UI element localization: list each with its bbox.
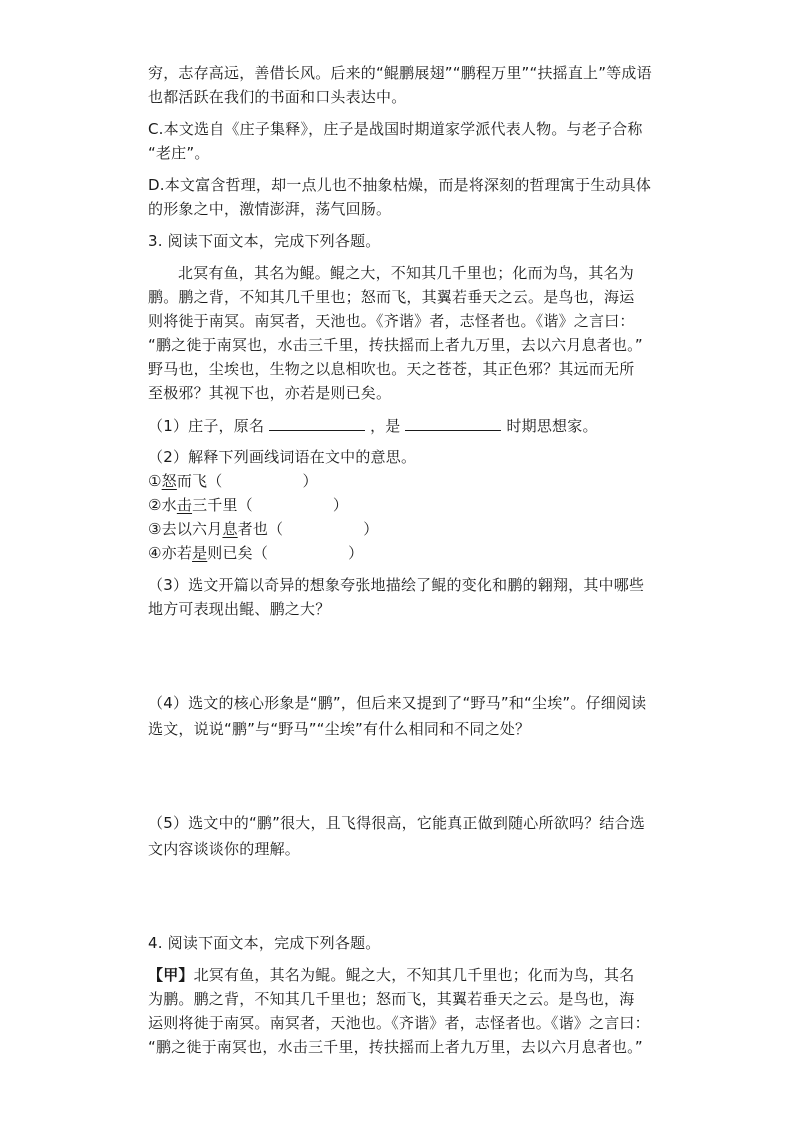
q4-passage-label: 【甲】 (148, 966, 194, 984)
q3-sub2-item-2 (148, 494, 348, 516)
answer-blank-name[interactable] (269, 414, 365, 431)
item-text: ②水 (148, 496, 177, 514)
option-c-line-2: “老庄”。 (148, 144, 210, 162)
q3-sub2-item-3 (148, 518, 378, 540)
option-c-line-1: C.本文选自《庄子集释》，庄子是战国时期道家学派代表人物。与老子合称 (148, 120, 643, 138)
item-text: 则已矣（ (207, 544, 269, 562)
item-close-paren: ） (332, 496, 349, 514)
q3-passage-line: 鹏。鹏之背，不知其几千里也；怒而飞，其翼若垂天之云。是鸟也，海运 (148, 288, 635, 306)
intro-line-1: 穷，志存高远，善借长风。后来的“鲲鹏展翅”“鹏程万里”“扶摇直上”等成语 (148, 64, 652, 82)
q3-sub4-line-2: 选文，说说“鹏”与“野马”“尘埃”有什么相同和不同之处？ (148, 720, 531, 738)
item-text: 三千里（ (192, 496, 253, 514)
q3-sub1-text-a: （1）庄子，原名 (148, 417, 265, 435)
q3-sub2-item-4 (148, 542, 363, 564)
underlined-word: 息 (222, 520, 238, 538)
q4-passage-line: “鹏之徙于南冥也，水击三千里，抟扶摇而上者九万里，去以六月息者也。” (148, 1038, 643, 1056)
q3-passage-line: 北冥有鱼，其名为鲲。鲲之大，不知其几千里也；化而为鸟，其名为 (178, 264, 635, 282)
item-close-paren: ） (348, 544, 364, 562)
question-3-heading: 3. 阅读下面文本，完成下列各题。 (148, 232, 381, 250)
q4-passage-line (148, 964, 634, 986)
item-text: ④亦若 (148, 544, 193, 562)
q4-passage-line: 运则将徙于南冥。南冥者，天池也。《齐谐》者，志怪者也。《谐》之言曰： (148, 1014, 650, 1032)
q3-sub3-line-2: 地方可表现出鲲、鹏之大？ (148, 600, 331, 618)
item-number: ① (148, 472, 162, 490)
q3-passage-line: “鹏之徙于南冥也，水击三千里，抟扶摇而上者九万里，去以六月息者也。” (148, 336, 643, 354)
q3-sub5-line-1: （5）选文中的“鹏”很大，且飞得很高，它能真正做到随心所欲吗？结合选 (148, 814, 645, 832)
intro-line-2: 也都活跃在我们的书面和口头表达中。 (148, 88, 407, 106)
item-text: 而飞（ (176, 472, 223, 490)
option-d-line-2: 的形象之中，激情澎湃，荡气回肠。 (148, 200, 392, 218)
q3-sub4-line-1: （4）选文的核心形象是“鹏”，但后来又提到了“野马”和“尘埃”。仔细阅读 (148, 694, 647, 712)
underlined-word: 击 (176, 496, 193, 514)
q3-passage-line: 则将徙于南冥。南冥者，天池也。《齐谐》者，志怪者也。《谐》之言曰： (148, 312, 635, 330)
q3-sub2-heading: （2）解释下列画线词语在文中的意思。 (148, 448, 417, 466)
q3-passage-line: 野马也，尘埃也，生物之以息相吹也。天之苍苍，其正色邪？其远而无所 (148, 360, 635, 378)
answer-blank-period[interactable] (405, 414, 501, 431)
item-close-paren: ） (302, 472, 318, 490)
q3-sub5-line-2: 文内容谈谈你的理解。 (148, 840, 301, 858)
q3-sub1-text-b: ，是 (370, 417, 401, 435)
q3-sub2-item-1 (148, 470, 318, 492)
item-close-paren: ） (363, 520, 379, 538)
q3-sub1 (148, 414, 598, 437)
underlined-word: 怒 (161, 472, 177, 490)
option-d-line-1: D.本文富含哲理，却一点儿也不抽象枯燥，而是将深刻的哲理寓于生动具体 (148, 176, 652, 194)
item-text: 者也（ (237, 520, 284, 538)
q4-passage-text: 北冥有鱼，其名为鲲。鲲之大，不知其几千里也；化而为鸟，其名 (193, 966, 635, 984)
q3-sub1-text-c: 时期思想家。 (506, 417, 598, 435)
q4-passage-line: 为鹏。鹏之背，不知其几千里也；怒而飞，其翼若垂天之云。是鸟也，海 (148, 990, 635, 1008)
q3-sub3-line-1: （3）选文开篇以奇异的想象夸张地描绘了鲲的变化和鹏的翱翔，其中哪些 (148, 576, 645, 594)
item-text: ③去以六月 (148, 520, 223, 538)
question-4-heading: 4. 阅读下面文本，完成下列各题。 (148, 934, 381, 952)
underlined-word: 是 (192, 544, 208, 562)
q3-passage-line: 至极邪？其视下也，亦若是则已矣。 (148, 384, 392, 402)
